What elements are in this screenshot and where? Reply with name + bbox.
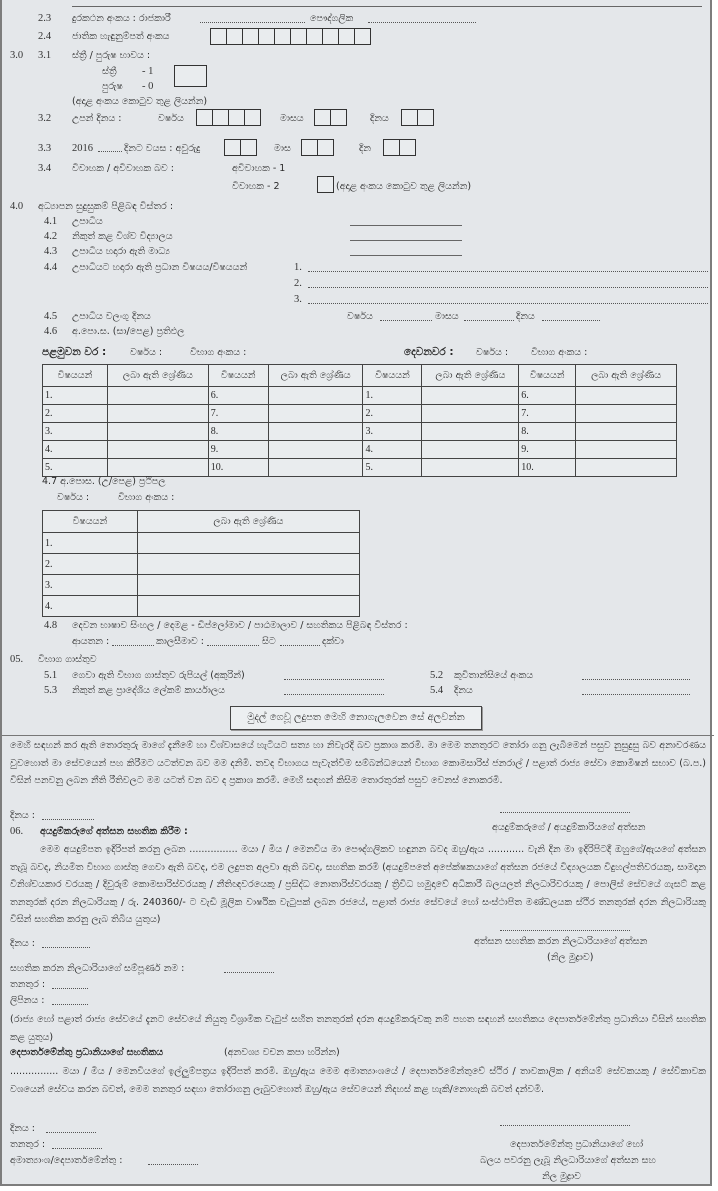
valid-day-field[interactable] xyxy=(542,320,600,321)
second-attempt-title: දෙවනවර : xyxy=(404,346,454,358)
marital-status-label: විවාහක / අවිවාහක බව : xyxy=(72,163,174,174)
subject-cell[interactable]: 3. xyxy=(43,423,108,441)
column-header: විෂයයන් xyxy=(43,365,108,387)
institute-field[interactable] xyxy=(112,645,154,646)
age-days-label: දින xyxy=(359,143,371,154)
ol-results-label: අ.පො.ස. (සා/පෙළ) ප්‍රතිඵල xyxy=(72,326,185,337)
subject-line-1[interactable] xyxy=(308,271,708,272)
subject-cell[interactable]: 7. xyxy=(208,405,268,423)
section-number: 4.2 xyxy=(44,231,58,242)
subject-line-2[interactable] xyxy=(308,287,708,288)
applicant-signature-line[interactable] xyxy=(500,812,630,813)
dept-head-sig-line2: බලය පවරනු ලැබූ නිලධාරියාගේ අත්සන සහ xyxy=(480,1155,656,1166)
nic-label: ජාතික හැඳුනුම්පත් අංකය xyxy=(72,31,170,42)
grade-cell[interactable] xyxy=(268,423,363,441)
dept-post-field[interactable] xyxy=(52,1148,102,1149)
declaration-date-field[interactable] xyxy=(42,819,94,820)
column-header: ලබා ඇති ශ්‍රේණිය xyxy=(137,511,359,533)
section-divider xyxy=(2,735,714,736)
grade-cell[interactable] xyxy=(107,387,208,405)
degree-field[interactable] xyxy=(350,225,462,226)
subject-cell[interactable]: 4. xyxy=(43,441,108,459)
grade-cell[interactable] xyxy=(137,596,359,617)
issuing-office-field[interactable] xyxy=(284,694,384,695)
grade-cell[interactable] xyxy=(107,405,208,423)
subject-cell[interactable]: 5. xyxy=(43,459,108,477)
table-row xyxy=(43,441,677,459)
grade-cell[interactable] xyxy=(107,459,208,477)
certifier-seal-label: (නිල මුද්‍රාව) xyxy=(547,952,594,963)
declaration-text: මෙහි සඳහන් කර ඇති තොරතුරු මාගේ දැනීමේ හා විශ්වාසයේ හැටියට සත්‍ය හා නිවැරදි බව ප්‍රකාශ කරමි. මා මෙම තනතුරට තෝරා ගනු ලැබීමෙන් පසුව නුසුදුසු බව අනාවරණය වුවහොත් මා සේවයෙන් පහ කිරීමට යටත්වන බව මම දනිමි. තවද විභාගය පැවැත්වීම සම්බන්ධයෙන් විභාග කොමසාරිස් ජනරාල් / පළාත් රාජ්‍ය සේවා කොමිෂන් සභාව (බ.ප.) විසින් පනවනු ලබන නීති රීතිවලට මම යටත් වන බව ද ප්‍රකාශ කරමි. මෙහි සඳහන් කිසිම තොරතුරක් පසුව වෙනස් නොකරමි. xyxy=(10,740,706,786)
second-attempt-index-label: විභාග අංකය : xyxy=(531,347,588,358)
grade-cell[interactable] xyxy=(576,405,677,423)
subject-cell[interactable]: 7. xyxy=(519,405,576,423)
age-months-boxes[interactable] xyxy=(301,139,333,156)
column-header: ලබා ඇති ශ්‍රේණිය xyxy=(107,365,208,387)
section-number: 3.0 xyxy=(10,50,24,61)
section-number: 2.4 xyxy=(38,31,52,42)
grade-cell[interactable] xyxy=(422,387,519,405)
section-number: 3.3 xyxy=(38,143,52,154)
subject-cell[interactable]: 8. xyxy=(208,423,268,441)
grade-cell[interactable] xyxy=(576,459,677,477)
grade-cell[interactable] xyxy=(422,459,519,477)
age-years-boxes[interactable] xyxy=(224,139,256,156)
dept-post-label: තනතුර : xyxy=(10,1139,46,1150)
from-field[interactable] xyxy=(280,645,320,646)
fee-paid-field[interactable] xyxy=(284,679,384,680)
dept-head-sig-line3: නිල මුද්‍රාව xyxy=(542,1171,581,1182)
age-years-label: දිනට වයස : අවුරුදු xyxy=(124,143,201,154)
institute-label: ආයතන : xyxy=(72,636,110,647)
subject-cell[interactable]: 3. xyxy=(363,423,422,441)
grade-cell[interactable] xyxy=(137,575,359,596)
column-header: ලබා ඇති ශ්‍රේණිය xyxy=(268,365,363,387)
certifier-signature-label: අත්සන සහතික කරන නිලධාරියාගේ අත්සන xyxy=(474,936,648,947)
table-row xyxy=(43,387,677,405)
gender-label: ස්ත්‍රී / පුරුෂ භාවය : xyxy=(72,50,151,61)
subject-cell[interactable]: 10. xyxy=(519,459,576,477)
subject-cell[interactable]: 3. xyxy=(43,575,138,596)
al-results-label: 4.7 අ.පොස. (උ/පෙළ) ප්‍රථිපල xyxy=(42,476,166,487)
dept-head-cert-text: ................ මයා / මිය / මෙනවියගේ ඉල්ලුම්පත්‍රය ඉදිරිපත් කරමි. ඔහු/ඇය මෙම අමාත්‍යාංශයේ / දෙපාර්තමේන්තුවේ ස්ථිර / තාවකාලික / අනියම් සේවකයකු / සේවිකාවක වශයෙන් සේවය කරන බවත්, මෙම තනතුර සඳහා තෝරාගනු ලැබුවහොත් ඔහු/ඇය සේවයෙන් නිදහස් කළ හැකි/නොහැකි බවත් දන්වමි. xyxy=(10,1066,706,1095)
section-number: 3.4 xyxy=(38,163,52,174)
valid-month-label: මාසය xyxy=(435,311,459,322)
section-number: 4.4 xyxy=(44,262,58,273)
table-row xyxy=(43,575,360,596)
ol-results-table xyxy=(42,364,677,477)
gender-female-value: - 1 xyxy=(142,66,154,77)
dept-head-sig-line1: දෙපාර්තමේන්තු ප්‍රධානියාගේ හෝ xyxy=(510,1139,644,1150)
education-heading: අධ්‍යාපන සුදුසුකම් පිළිබඳ විස්තර : xyxy=(38,201,174,212)
al-results-table xyxy=(42,510,360,617)
gender-male-value: - 0 xyxy=(142,81,154,92)
column-header: ලබා ඇති ශ්‍රේණිය xyxy=(576,365,677,387)
second-language-label: දෙවන භාෂාව සිංහල / දෙමළ - ඩිප්ලෝමාව / පාඨමාලාව / සහතිකය පිළිබඳ විස්තර : xyxy=(72,620,408,631)
grade-cell[interactable] xyxy=(576,441,677,459)
dob-year-boxes[interactable] xyxy=(196,109,260,126)
table-row xyxy=(43,554,360,575)
dept-head-cert-note: (අනවශ්‍ය වචන කපා හරින්න) xyxy=(224,1047,340,1058)
top-rule xyxy=(72,6,702,7)
issuing-office-label: නිකුත් කළ ප්‍රාදේශිය ලේකම් කාර්යාලය xyxy=(72,685,225,696)
section-number: 4.8 xyxy=(44,620,58,631)
certifier-fullname-field[interactable] xyxy=(224,972,274,973)
exam-fee-heading: විභාග ගාස්තුව xyxy=(38,654,97,665)
gender-female-label: ස්ත්‍රී xyxy=(102,66,117,77)
duration-field[interactable] xyxy=(207,645,259,646)
first-attempt-title: පළමුවන වර : xyxy=(42,346,107,358)
dept-date-field[interactable] xyxy=(46,1132,96,1133)
grade-cell[interactable] xyxy=(268,441,363,459)
first-attempt-index-label: විභාග අංකය : xyxy=(190,347,247,358)
receipt-number-label: කුවිතාන්සියේ අංකය xyxy=(454,670,534,681)
grade-cell[interactable] xyxy=(268,387,363,405)
dept-ministry-field[interactable] xyxy=(148,1164,198,1165)
certifier-post-label: තනතුර : xyxy=(10,979,46,990)
section-number: 5.1 xyxy=(44,670,58,681)
section-number: 5.2 xyxy=(430,670,444,681)
age-days-boxes[interactable] xyxy=(383,139,415,156)
dob-label: උපන් දිනය : xyxy=(72,113,122,124)
grade-cell[interactable] xyxy=(422,405,519,423)
grade-cell[interactable] xyxy=(268,405,363,423)
second-attempt-year-label: වර්ෂය : xyxy=(476,347,509,358)
subject-cell[interactable]: 2. xyxy=(363,405,422,423)
table-row xyxy=(43,423,677,441)
dob-day-label: දිනය xyxy=(370,113,389,124)
valid-year-label: වර්ෂය xyxy=(347,311,373,322)
applicant-signature-label: අයදුම්කරුගේ / අයදුම්කාරියගේ අත්සන xyxy=(492,822,646,833)
dept-head-cert-title: දෙපාර්තමේන්තු ප්‍රධානියාගේ සහතිකය xyxy=(10,1047,164,1058)
university-field[interactable] xyxy=(350,240,462,241)
certifier-signature-line[interactable] xyxy=(500,930,630,931)
duration-label: කාලසීමාව : xyxy=(156,636,204,647)
phone-office-field[interactable] xyxy=(200,22,305,23)
age-date-field[interactable] xyxy=(98,151,122,152)
medium-label: උපාධිය හදාරා ඇති මාධ්‍ය xyxy=(72,246,170,257)
section-number: 4.1 xyxy=(44,216,58,227)
from-label: සිට xyxy=(262,636,276,647)
table-header-row xyxy=(43,511,360,533)
first-attempt-year-label: වර්ෂය : xyxy=(130,347,163,358)
valid-month-field[interactable] xyxy=(464,320,514,321)
section-number: 5.4 xyxy=(430,685,444,696)
table-row xyxy=(43,533,360,554)
grade-cell[interactable] xyxy=(137,554,359,575)
section-number: 2.3 xyxy=(38,13,52,24)
subject-cell[interactable]: 1. xyxy=(363,387,422,405)
main-subjects-label: උපාධියට හදාරා ඇති ප්‍රධාන විෂයය/විෂයයන් xyxy=(72,262,248,273)
payment-date-label: දිනය xyxy=(454,685,473,696)
grade-cell[interactable] xyxy=(137,533,359,554)
nic-number-boxes[interactable] xyxy=(210,28,370,45)
valid-day-label: දිනය xyxy=(516,311,535,322)
grade-cell[interactable] xyxy=(576,423,677,441)
to-label: දක්වා xyxy=(322,636,344,647)
section-number: 3.1 xyxy=(38,50,52,61)
column-header: විෂයයන් xyxy=(519,365,576,387)
valid-year-field[interactable] xyxy=(380,320,432,321)
subject-cell[interactable]: 9. xyxy=(208,441,268,459)
section-number: 05. xyxy=(10,654,24,665)
certifier-date-label: දිනය : xyxy=(10,938,35,949)
dept-date-label: දිනය : xyxy=(10,1123,35,1134)
section-number: 4.3 xyxy=(44,246,58,257)
certifier-fullname-label: සහතික කරන නිලධාරියාගේ සම්පූර්ණ නම : xyxy=(10,963,185,974)
subject-cell[interactable]: 5. xyxy=(363,459,422,477)
subject-cell[interactable]: 2. xyxy=(43,554,138,575)
subject-cell[interactable]: 2. xyxy=(43,405,108,423)
section-number: 4.6 xyxy=(44,326,58,337)
column-header: විෂයයන් xyxy=(208,365,268,387)
degree-label: උපාධිය xyxy=(72,216,103,227)
marital-note: (අදාළ අංකය කොටුව තුළ ලියන්න) xyxy=(336,181,472,192)
column-header: විෂයයන් xyxy=(43,511,138,533)
section-number: 5.3 xyxy=(44,685,58,696)
age-year-ref: 2016 xyxy=(72,143,93,154)
table-header-row xyxy=(43,365,677,387)
table-row xyxy=(43,596,360,617)
subject-cell[interactable]: 10. xyxy=(208,459,268,477)
certifier-date-field[interactable] xyxy=(42,947,90,948)
dept-ministry-label: අමාත්‍යාංශ/දෙපාර්තමේන්තු : xyxy=(10,1155,123,1166)
subject-cell[interactable]: 6. xyxy=(208,387,268,405)
phone-personal-label: පෞද්ගලික xyxy=(310,13,354,24)
gender-male-label: පුරුෂ xyxy=(102,81,123,92)
grade-cell[interactable] xyxy=(576,387,677,405)
certifier-address-label: ලිපිනය : xyxy=(10,995,45,1006)
grade-cell[interactable] xyxy=(422,441,519,459)
grade-cell[interactable] xyxy=(422,423,519,441)
subject-cell[interactable]: 9. xyxy=(519,441,576,459)
certifier-address-field[interactable] xyxy=(52,1004,88,1005)
signature-cert-title: අයදුම්කරුගේ අත්සන සහතික කිරීම : xyxy=(40,826,188,837)
table-row xyxy=(43,405,677,423)
grade-cell[interactable] xyxy=(107,423,208,441)
dob-day-boxes[interactable] xyxy=(401,109,433,126)
section-number: 4.0 xyxy=(10,201,24,212)
section-number: 3.2 xyxy=(38,113,52,124)
age-months-label: මාස xyxy=(274,143,291,154)
grade-cell[interactable] xyxy=(107,441,208,459)
government-employee-note: (රාජ්‍ය හෝ පළාත් රාජ්‍ය සේවයේ දැනට සේවයේ නියුතු විශ්‍රාමික වැටුප් සහිත තනතුරක් දරන අයදුම්කරුවකු නම් පහත සඳහන් සහතිකය දෙපාර්තමේන්තු ප්‍රධානියා විසින් සහතික කළ යුතුය) xyxy=(10,1014,706,1043)
subject-cell[interactable]: 4. xyxy=(43,596,138,617)
dob-year-label: වර්ෂය xyxy=(158,113,184,124)
table-row xyxy=(43,459,677,477)
subject-line-number: 1. xyxy=(294,262,302,273)
dob-month-label: මාසය xyxy=(280,113,304,124)
university-label: නිකුත් කළ විශ්ව විද්‍යාලය xyxy=(72,231,173,242)
declaration-date-label: දිනය : xyxy=(10,810,35,821)
al-year-label: වර්ෂය : xyxy=(57,492,90,503)
dept-head-signature-line[interactable] xyxy=(500,1125,630,1126)
subject-cell[interactable]: 6. xyxy=(519,387,576,405)
payment-date-field[interactable] xyxy=(582,694,690,695)
section-number: 4.5 xyxy=(44,311,58,322)
gender-note: (අදාළ අංකය කොටුව තුළ ලියන්න) xyxy=(72,96,208,107)
grade-cell[interactable] xyxy=(268,459,363,477)
subject-cell[interactable]: 1. xyxy=(43,533,138,554)
phone-personal-field[interactable] xyxy=(368,22,476,23)
unmarried-option: අවිවාහක - 1 xyxy=(232,163,286,174)
al-index-label: විභාග අංකය : xyxy=(118,492,175,503)
gender-input-box[interactable] xyxy=(174,65,207,87)
medium-field[interactable] xyxy=(350,255,462,256)
subject-line-number: 3. xyxy=(294,294,302,305)
certifier-post-field[interactable] xyxy=(52,988,88,989)
signature-cert-text: මෙම අයදුම්පත ඉදිරිපත් කරනු ලබන ................ මයා / මිය / මෙනවිය මා පෞද්ගලිකව හඳුනන බවද ඔහු/ඇය ............ වැනි දින මා ඉදිරිපිටදී ඔහුගේ/ඇයගේ අත්සන තැබූ බවද, නියමිත විභාග ගාස්තු ගෙවා ඇති බවද, එම ලදුපත අලවා ඇති බවද, සහතික කරමි (අයදුම්පතේ අපේක්ෂකයාගේ අත්සන රජයේ විද්‍යාලයක විදුහල්පතිවරයකු, සාමදාන විනිශ්චයකාර වරයකු / දිවුරුම් කොමසාරිස්වරයකු / නීතිඥවරයෙකු / ප්‍රසිද්ධ නොතාරිස්වරයකු / ත්‍රිවිධ හමුදාවේ අධිකාරී බලයලත් නිලධාරිවරයකු / පොලිස් සේවයේ ගැසට් කළ තනතුරක් දරන නිලධාරියකු / රු. 240360/- ට වැඩි මූලික වාර්ෂික වැටුපක් ලබන රජයේ, පළාත් රාජ්‍ය සේවයේ හෝ සංස්ථාපිත මණ්ඩලයක ස්ථිර තනතුරක් දරන නිලධාරියකු විසින් සහතික කරනු ලැබ තිබිය යුතුය) xyxy=(10,844,706,925)
married-option: විවාහක - 2 xyxy=(232,181,280,192)
marital-input-box[interactable] xyxy=(317,176,334,193)
section-number: 06. xyxy=(10,826,24,837)
subject-line-number: 2. xyxy=(294,278,302,289)
subject-cell[interactable]: 1. xyxy=(43,387,108,405)
subject-cell[interactable]: 4. xyxy=(363,441,422,459)
degree-valid-date-label: උපාධිය වලංගු දිනය xyxy=(72,311,151,322)
receipt-number-field[interactable] xyxy=(582,679,690,680)
dob-month-boxes[interactable] xyxy=(314,109,346,126)
subject-line-3[interactable] xyxy=(308,303,708,304)
paste-receipt-notice: මුදල් ගෙවූ ලදුපත මෙහි නොගැලවෙන සේ අලවන්න xyxy=(230,706,482,730)
column-header: විෂයයන් xyxy=(363,365,422,387)
fee-paid-label: ගෙවා ඇති විභාග ගාස්තුව රුපියල් (අකුරින්) xyxy=(72,670,245,681)
subject-cell[interactable]: 8. xyxy=(519,423,576,441)
column-header: ලබා ඇති ශ්‍රේණිය xyxy=(422,365,519,387)
phone-office-label: දුරකථන අංකය : රාජකාරී xyxy=(72,13,171,24)
